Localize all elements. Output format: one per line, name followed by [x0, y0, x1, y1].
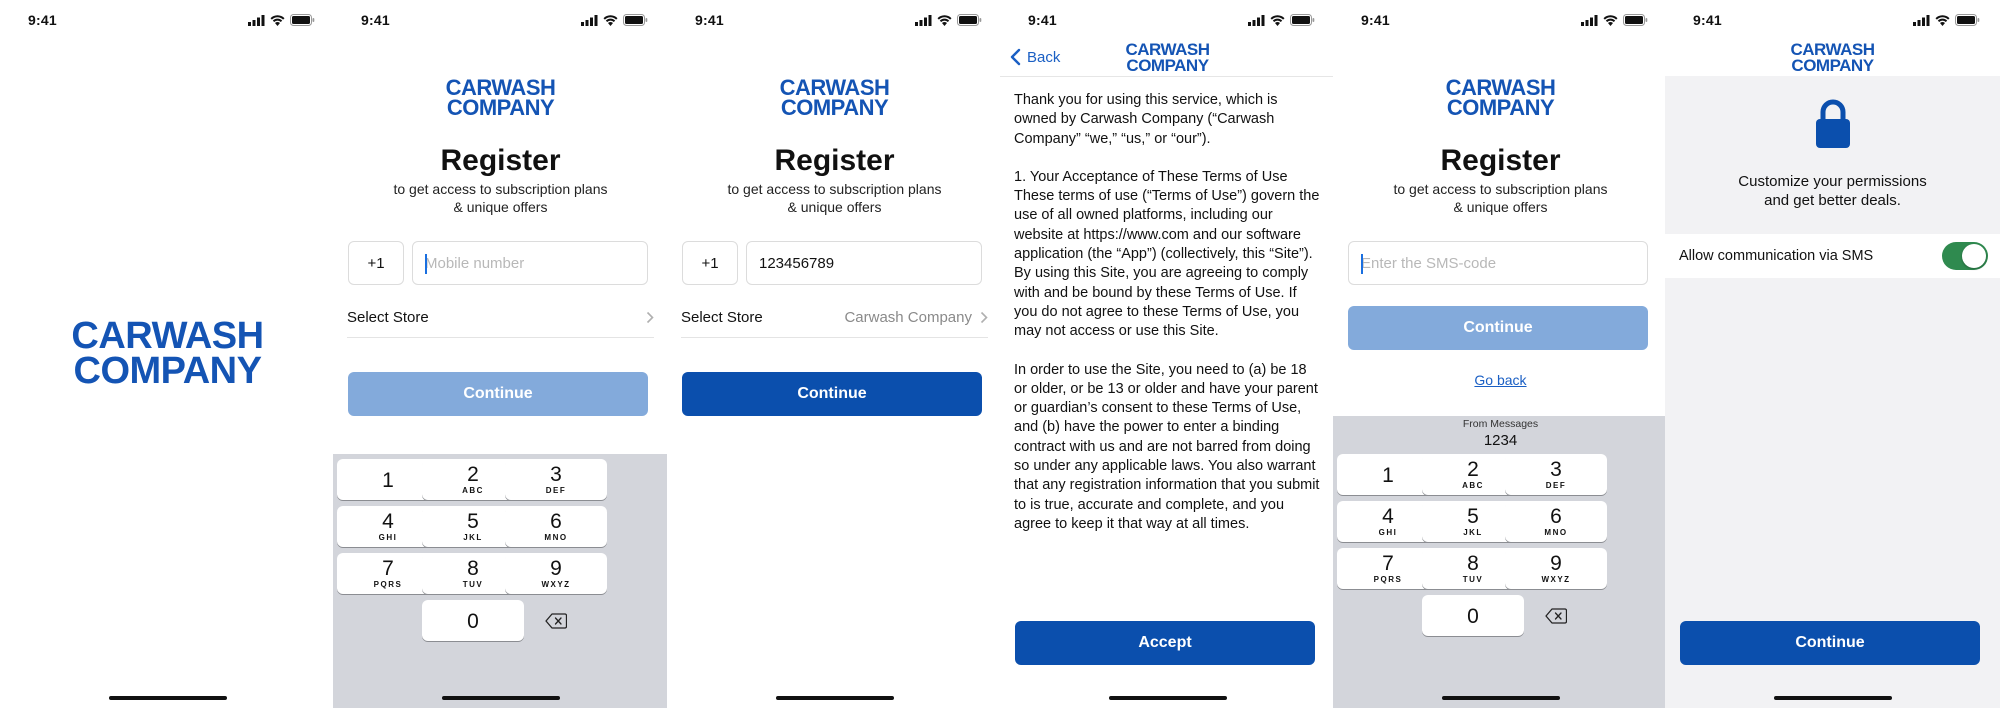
- wifi-icon: [1603, 15, 1618, 26]
- key-digit: 3: [1550, 458, 1562, 481]
- page-title: Register: [774, 144, 895, 177]
- signal-icon: [1248, 15, 1265, 26]
- home-indicator: [1774, 696, 1892, 700]
- heading-line-1: Customize your permissions: [1738, 173, 1927, 190]
- brand-logo: [667, 75, 1002, 121]
- key-9[interactable]: [505, 553, 607, 594]
- key-digit: 7: [382, 557, 394, 580]
- key-digit: 0: [467, 610, 479, 633]
- key-letters: JKL: [1463, 528, 1483, 537]
- subtitle-line-1: to get access to subscription plans: [727, 181, 942, 197]
- suggestion-code: 1234: [1483, 432, 1518, 449]
- home-indicator: [1109, 696, 1227, 700]
- key-digit: 7: [1382, 552, 1394, 575]
- brand-logo: [1665, 42, 2000, 73]
- brand-line-1: CARWASH: [445, 75, 556, 100]
- wifi-icon: [270, 15, 285, 26]
- permissions-heading: [1665, 172, 2000, 210]
- subtitle-line-2: & unique offers: [1453, 199, 1548, 215]
- signal-icon: [1581, 15, 1598, 26]
- toggle-knob: [1962, 244, 1986, 268]
- status-bar: [1333, 0, 1668, 40]
- battery-icon: [1290, 14, 1315, 26]
- chevron-right-icon: [646, 311, 654, 324]
- chevron-right-icon: [980, 311, 988, 324]
- status-icons: [1248, 14, 1315, 26]
- country-code-field[interactable]: [348, 241, 404, 285]
- status-time: 9:41: [1028, 12, 1057, 28]
- key-digit: 9: [1550, 552, 1562, 575]
- key-digit: 5: [467, 510, 479, 533]
- brand-logo: [1333, 75, 1668, 121]
- key-6[interactable]: [1505, 501, 1607, 542]
- page-subtitle: [1333, 180, 1668, 216]
- signal-icon: [1913, 15, 1930, 26]
- key-digit: 6: [550, 510, 562, 533]
- key-digit: 3: [550, 463, 562, 486]
- brand-line-2: COMPANY: [1791, 55, 1874, 75]
- signal-icon: [915, 15, 932, 26]
- home-indicator: [109, 696, 227, 700]
- go-back-link[interactable]: Go back: [1474, 372, 1527, 388]
- select-store-label: Select Store: [681, 309, 763, 326]
- register-screen-filled: [667, 0, 1002, 708]
- mobile-number-field[interactable]: [746, 241, 982, 285]
- key-digit: 1: [382, 469, 394, 492]
- country-code-field[interactable]: [682, 241, 738, 285]
- sms-permission-toggle[interactable]: [1942, 242, 1988, 270]
- selected-store-value: Carwash Company: [844, 309, 972, 326]
- continue-button[interactable]: Continue: [1348, 306, 1648, 350]
- key-letters: DEF: [1545, 481, 1567, 490]
- numeric-keypad: [333, 454, 668, 708]
- brand-line-2: COMPANY: [1126, 55, 1209, 75]
- brand-line-2: COMPANY: [73, 349, 262, 392]
- brand-line-2: COMPANY: [446, 95, 555, 121]
- selected-store: [844, 309, 988, 326]
- page-title: Register: [1440, 144, 1561, 177]
- permissions-screen: [1665, 0, 2000, 708]
- key-digit: 9: [550, 557, 562, 580]
- terms-paragraph: Thank you for using this service, which is owned by Carwash Company (“Carwash Company” “we,” “us,” or “our”).: [1014, 92, 1278, 147]
- status-bar: [667, 0, 1002, 40]
- status-icons: [1581, 14, 1648, 26]
- signal-icon: [248, 15, 265, 26]
- country-code: +1: [367, 254, 385, 272]
- key-letters: PQRS: [1373, 575, 1403, 584]
- lock-icon: [1815, 98, 1851, 150]
- key-3[interactable]: [1505, 454, 1607, 495]
- wifi-icon: [1935, 15, 1950, 26]
- key-digit: 8: [1467, 552, 1479, 575]
- brand-line-1: CARWASH: [71, 315, 264, 357]
- sms-code-screen: [1333, 0, 1668, 708]
- accept-button[interactable]: Accept: [1015, 621, 1315, 665]
- continue-button[interactable]: Continue: [682, 372, 982, 416]
- brand-line-2: COMPANY: [1446, 95, 1555, 121]
- mobile-number-value: 123456789: [759, 254, 835, 272]
- text-caret: [425, 254, 427, 274]
- status-icons: [1913, 14, 1980, 26]
- header-divider: [1000, 76, 1335, 77]
- wifi-icon: [1270, 15, 1285, 26]
- key-letters: JKL: [463, 533, 483, 542]
- brand-line-1: CARWASH: [1790, 40, 1875, 59]
- backspace-icon: [1545, 608, 1567, 624]
- subtitle-line-1: to get access to subscription plans: [393, 181, 608, 197]
- status-icons: [581, 14, 648, 26]
- key-letters: WXYZ: [541, 580, 571, 589]
- country-code: +1: [701, 254, 719, 272]
- sms-code-field[interactable]: [1348, 241, 1648, 285]
- key-letters: GHI: [378, 533, 398, 542]
- text-caret: [1361, 254, 1363, 274]
- continue-button[interactable]: Continue: [348, 372, 648, 416]
- brand-logo: [1000, 42, 1335, 73]
- terms-screen: [1000, 0, 1335, 708]
- page-subtitle: [333, 180, 668, 216]
- brand-line-1: CARWASH: [1125, 40, 1210, 59]
- brand-logo: [0, 315, 335, 392]
- sms-code-suggestion[interactable]: [1333, 418, 1668, 449]
- key-letters: ABC: [462, 486, 484, 495]
- key-letters: PQRS: [373, 580, 403, 589]
- home-indicator: [442, 696, 560, 700]
- key-digit: 2: [1467, 458, 1479, 481]
- battery-icon: [1955, 14, 1980, 26]
- key-letters: TUV: [1462, 575, 1484, 584]
- key-digit: 6: [1550, 505, 1562, 528]
- key-3[interactable]: [505, 459, 607, 500]
- status-time: 9:41: [28, 12, 57, 28]
- heading-line-2: and get better deals.: [1764, 192, 1901, 209]
- backspace-icon: [545, 613, 567, 629]
- terms-paragraph: 1. Your Acceptance of These Terms of Use These terms of use (“Terms of Use”) govern the use of all owned platforms, including our website at https://www.com and our software application (the “App”) (collectively, this “Site”). By using this Site, you are agreeing to comply with and be bound by these Terms of Use. If you do not agree to these Terms of Use, you may not access or use this Site.: [1014, 168, 1320, 340]
- splash-screen: [0, 0, 335, 708]
- register-screen-empty: [333, 0, 668, 708]
- status-icons: [248, 14, 315, 26]
- key-digit: 1: [1382, 464, 1394, 487]
- wifi-icon: [937, 15, 952, 26]
- status-bar: [0, 0, 335, 40]
- subtitle-line-2: & unique offers: [453, 199, 548, 215]
- signal-icon: [581, 15, 598, 26]
- key-digit: 4: [382, 510, 394, 533]
- key-letters: GHI: [1378, 528, 1398, 537]
- terms-text: [1014, 91, 1321, 553]
- key-digit: 0: [1467, 605, 1479, 628]
- sms-code-input[interactable]: [1349, 242, 1647, 284]
- sms-permission-label: Allow communication via SMS: [1679, 248, 1874, 264]
- key-digit: 4: [1382, 505, 1394, 528]
- select-store-row[interactable]: [347, 298, 654, 338]
- brand-line-2: COMPANY: [780, 95, 889, 121]
- suggestion-source: From Messages: [1462, 418, 1539, 430]
- page-subtitle: [667, 180, 1002, 216]
- status-time: 9:41: [1361, 12, 1390, 28]
- back-label: Back: [1027, 48, 1061, 66]
- continue-button[interactable]: Continue: [1680, 621, 1980, 665]
- subtitle-line-1: to get access to subscription plans: [1393, 181, 1608, 197]
- backspace-key[interactable]: [505, 600, 607, 641]
- subtitle-line-2: & unique offers: [787, 199, 882, 215]
- status-icons: [915, 14, 982, 26]
- battery-icon: [1623, 14, 1648, 26]
- sms-permission-row: [1665, 234, 2000, 278]
- key-digit: 8: [467, 557, 479, 580]
- status-time: 9:41: [1693, 12, 1722, 28]
- numeric-keypad-with-suggestion: [1333, 416, 1668, 708]
- battery-icon: [957, 14, 982, 26]
- battery-icon: [290, 14, 315, 26]
- backspace-key[interactable]: [1505, 595, 1607, 636]
- key-6[interactable]: [505, 506, 607, 547]
- home-indicator: [776, 696, 894, 700]
- mobile-number-input[interactable]: [413, 242, 647, 284]
- status-bar: [1665, 0, 2000, 40]
- status-bar: [1000, 0, 1335, 40]
- key-letters: TUV: [462, 580, 484, 589]
- key-letters: MNO: [1544, 528, 1568, 537]
- page-title: Register: [440, 144, 561, 177]
- key-letters: MNO: [544, 533, 568, 542]
- key-letters: ABC: [1462, 481, 1484, 490]
- status-bar: [333, 0, 668, 40]
- brand-line-1: CARWASH: [779, 75, 890, 100]
- wifi-icon: [603, 15, 618, 26]
- mobile-number-field[interactable]: [412, 241, 648, 285]
- battery-icon: [623, 14, 648, 26]
- status-time: 9:41: [361, 12, 390, 28]
- status-time: 9:41: [695, 12, 724, 28]
- key-letters: WXYZ: [1541, 575, 1571, 584]
- select-store-row[interactable]: [681, 298, 988, 338]
- home-indicator: [1442, 696, 1560, 700]
- key-letters: DEF: [545, 486, 567, 495]
- key-digit: 5: [1467, 505, 1479, 528]
- brand-line-1: CARWASH: [1445, 75, 1556, 100]
- select-store-label: Select Store: [347, 309, 429, 326]
- key-9[interactable]: [1505, 548, 1607, 589]
- terms-paragraph: In order to use the Site, you need to (a) be 18 or older, or be 13 or older and have your parent or guardian’s consent to these Terms of Use, and (b) have the power to enter a binding contract with us and are not barred from doing so under any applicable laws. You also warrant that any registration information that you submit to is true, accurate and complete, and you agree to keep it that way at all times.: [1014, 361, 1320, 532]
- brand-logo: [333, 75, 668, 121]
- key-digit: 2: [467, 463, 479, 486]
